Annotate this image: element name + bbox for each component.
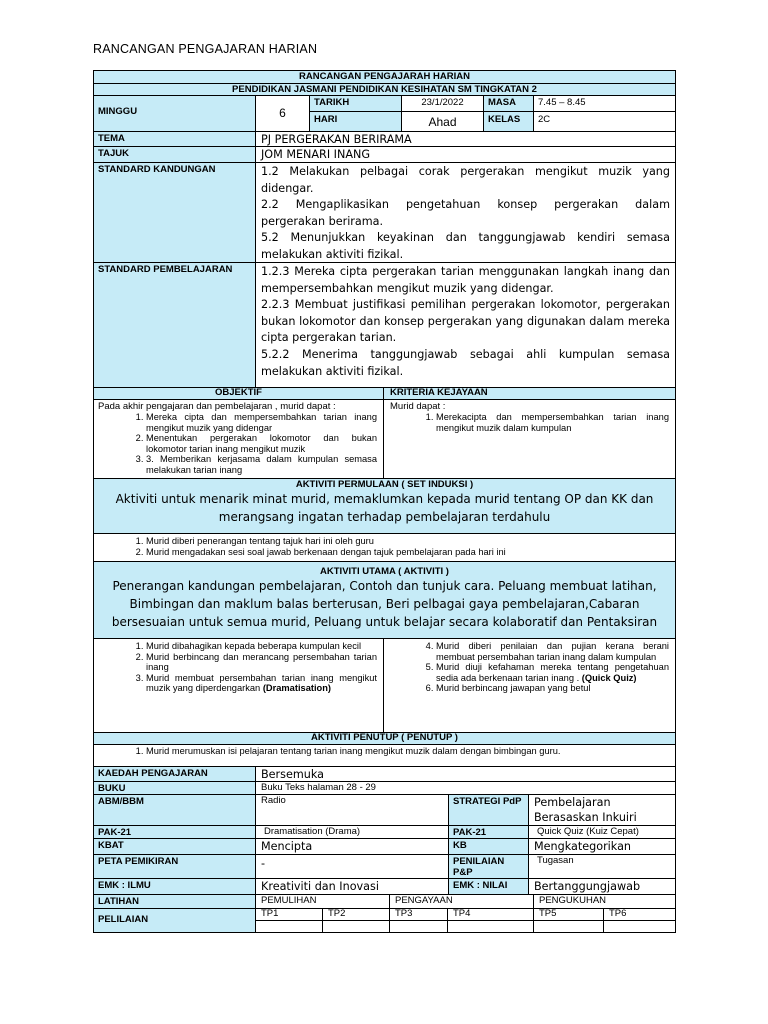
- latihan-label: LATIHAN: [94, 895, 256, 909]
- buku-value: Buku Teks halaman 28 - 29: [256, 782, 676, 795]
- peta-value: -: [256, 855, 449, 879]
- kelas-value: 2C: [534, 112, 676, 132]
- minggu-value: 6: [256, 96, 310, 132]
- utama-left-item-1: 1. Murid dibahagikan kepada beberapa kumpulan kecil: [146, 641, 383, 652]
- kaedah-value: Bersemuka: [256, 767, 676, 782]
- objektif-item-1: 1. Mereka cipta dan mempersembahkan tarian inang mengikut muzik yang didengar: [146, 412, 383, 433]
- permulaan-item-2: 2. Murid mengadakan sesi soal jawab berkenaan dengan tajuk pembelajaran pada hari ini: [146, 547, 675, 558]
- peta-label: PETA PEMIKIRAN: [94, 855, 256, 879]
- utama-right-item-6: 6. Murid berbincang jawapan yang betul: [436, 683, 675, 694]
- kb-value: Mengkategorikan: [529, 839, 676, 855]
- kbat-label: KBAT: [94, 839, 256, 855]
- penilaian-label: PENILAIAN P&P: [449, 855, 529, 879]
- sp-item-2: 2.2.3 Membuat justifikasi pemilihan pergerakan lokomotor, pergerakan bukan lokomotor dan konsep pergerakan yang digunakan dalam mereka cipta pergerakan tarian.: [261, 298, 670, 345]
- utama-left-list: [94, 639, 384, 733]
- standard-pembelajaran-label: STANDARD PEMBELAJARAN: [94, 263, 256, 388]
- objektif-label: OBJEKTIF: [94, 388, 384, 400]
- emk-nilai-label: EMK : NILAI: [449, 879, 529, 895]
- kelas-label: KELAS: [484, 112, 534, 132]
- permulaan-list: [94, 534, 676, 562]
- pak21-label-right: PAK-21: [449, 826, 529, 839]
- penutup-item-1: 1. Murid merumuskan isi pelajaran tentang tarian inang mengikut muzik dalam dengan bimbingan guru.: [146, 746, 675, 757]
- tp4-cell: [448, 921, 534, 933]
- penutup-list: [94, 745, 676, 767]
- header-subject: PENDIDIKAN JASMANI PENDIDIKAN KESIHATAN SM TINGKATAN 2: [94, 84, 676, 96]
- pengukuhan-label: PENGUKUHAN: [534, 895, 676, 909]
- dramatisation-tag: (Dramatisation): [262, 683, 332, 694]
- tarikh-value: 23/1/2022: [402, 96, 484, 112]
- tp2-cell: [323, 921, 390, 933]
- strategi-value: Pembelajaran Berasaskan Inkuiri: [529, 795, 676, 826]
- tp6-label: TP6: [604, 909, 676, 921]
- minggu-label: MINGGU: [94, 96, 256, 132]
- kriteria-intro: Murid dapat :: [390, 401, 446, 412]
- utama-section: [94, 562, 676, 639]
- utama-right-list: [384, 639, 676, 733]
- pak21-value-right: Quick Quiz (Kuiz Cepat): [529, 826, 676, 839]
- tp3-cell: [390, 921, 448, 933]
- tp1-cell: [256, 921, 323, 933]
- header-title: RANCANGAN PENGAJARAH HARIAN: [94, 71, 676, 84]
- kriteria-content: [384, 400, 676, 479]
- utama-right-item-4: 4. Murid diberi penilaian dan pujian kerana berani membuat persembahan tarian inang dalam kumpulan: [436, 641, 675, 662]
- kriteria-label: KRITERIA KEJAYAAN: [384, 388, 676, 400]
- pemulihan-label: PEMULIHAN: [256, 895, 390, 909]
- permulaan-text: Aktiviti untuk menarik minat murid, memaklumkan kepada murid tentang OP dan KK dan merangsang ingatan terhadap pembelajaran terdahulu: [115, 492, 654, 524]
- tp2-label: TP2: [323, 909, 390, 921]
- tajuk-label: TAJUK: [94, 147, 256, 163]
- standard-kandungan-label: STANDARD KANDUNGAN: [94, 163, 256, 263]
- tp4-label: TP4: [448, 909, 534, 921]
- sk-item-3: 5.2 Menunjukkan keyakinan dan tanggungjawab kendiri semasa melakukan aktiviti fizikal.: [261, 231, 670, 261]
- permulaan-section: [94, 479, 676, 534]
- utama-label: AKTIVITI UTAMA ( AKTIVITI ): [320, 566, 449, 577]
- pelilaian-label: PELILAIAN: [94, 909, 256, 933]
- utama-text: Penerangan kandungan pembelajaran, Contoh dan tunjuk cara. Peluang membuat latihan, Bimbingan dan maklum balas berterusan, Beri pelbagai gaya pembelajaran,Cabaran bersesuaian untuk semua murid, Peluang untuk belajar secara kolaboratif dan Pentaksiran: [111, 579, 658, 629]
- sp-item-1: 1.2.3 Mereka cipta pergerakan tarian menggunakan langkah inang dan mempersembahkan mengikut muzik yang didengar.: [261, 265, 670, 295]
- standard-pembelajaran-content: [256, 263, 676, 388]
- tarikh-label: TARIKH: [310, 96, 402, 112]
- masa-value: 7.45 – 8.45: [534, 96, 676, 112]
- objektif-item-3: 3. 3. Memberikan kerjasama dalam kumpulan semasa melakukan tarian inang: [146, 454, 383, 475]
- hari-label: HARI: [310, 112, 402, 132]
- abm-label: ABM/BBM: [94, 795, 256, 826]
- masa-label: MASA: [484, 96, 534, 112]
- pak21-label-left: PAK-21: [94, 826, 256, 839]
- tp5-label: TP5: [534, 909, 604, 921]
- tema-label: TEMA: [94, 132, 256, 147]
- emk-ilmu-value: Kreativiti dan Inovasi: [256, 879, 449, 895]
- permulaan-label: AKTIVITI PERMULAAN ( SET INDUKSI ): [295, 479, 474, 490]
- objektif-intro: Pada akhir pengajaran dan pembelajaran , murid dapat :: [98, 401, 336, 412]
- abm-value: Radio: [256, 795, 449, 826]
- strategi-label: STRATEGI PdP: [449, 795, 529, 826]
- tp3-label: TP3: [390, 909, 448, 921]
- kbat-value: Mencipta: [256, 839, 449, 855]
- pak21-value-left: Dramatisation (Drama): [256, 826, 449, 839]
- tp1-label: TP1: [256, 909, 323, 921]
- tp5-cell: [534, 921, 604, 933]
- hari-value: Ahad: [402, 112, 484, 132]
- buku-label: BUKU: [94, 782, 256, 795]
- permulaan-item-1: 1. Murid diberi penerangan tentang tajuk hari ini oleh guru: [146, 536, 675, 547]
- standard-kandungan-content: [256, 163, 676, 263]
- tp6-cell: [604, 921, 676, 933]
- emk-ilmu-label: EMK : ILMU: [94, 879, 256, 895]
- utama-left-item-2: 2. Murid berbincang dan merancang persembahan tarian inang: [146, 652, 383, 673]
- quick-quiz-tag: (Quick Quiz): [581, 672, 637, 683]
- tema-value: PJ PERGERAKAN BERIRAMA: [256, 132, 676, 147]
- objektif-item-2: 2. Menentukan pergerakan lokomotor dan bukan lokomotor tarian inang mengikut muzik: [146, 433, 383, 454]
- document-title: RANCANGAN PENGAJARAN HARIAN: [93, 42, 318, 56]
- emk-nilai-value: Bertanggungjawab: [529, 879, 676, 895]
- kaedah-label: KAEDAH PENGAJARAN: [94, 767, 256, 782]
- kb-label: KB: [449, 839, 529, 855]
- utama-left-item-3: 3. Murid membuat persembahan tarian inang mengikut muzik yang diperdengarkan (Dramatisation): [146, 673, 383, 694]
- pengayaan-label: PENGAYAAN: [390, 895, 534, 909]
- objektif-content: [94, 400, 384, 479]
- utama-right-item-5: 5. Murid diuji kefahaman mereka tentang pengetahuan sedia ada berkenaan tarian inang . (Quick Quiz): [436, 662, 675, 683]
- penutup-label: AKTIVITI PENUTUP ( PENUTUP ): [94, 733, 676, 745]
- sp-item-3: 5.2.2 Menerima tanggungjawab sebagai ahli kumpulan semasa melakukan aktiviti fizikal.: [261, 347, 670, 378]
- sk-item-2: 2.2 Mengaplikasikan pengetahuan konsep pergerakan dalam pergerakan berirama.: [261, 198, 670, 228]
- tajuk-value: JOM MENARI INANG: [256, 147, 676, 163]
- penilaian-value: Tugasan: [529, 855, 676, 879]
- sk-item-1: 1.2 Melakukan pelbagai corak pergerakan mengikut muzik yang didengar.: [261, 165, 670, 195]
- kriteria-item-1: 1. Merekacipta dan mempersembahkan tarian inang mengikut muzik dalam kumpulan: [436, 412, 675, 433]
